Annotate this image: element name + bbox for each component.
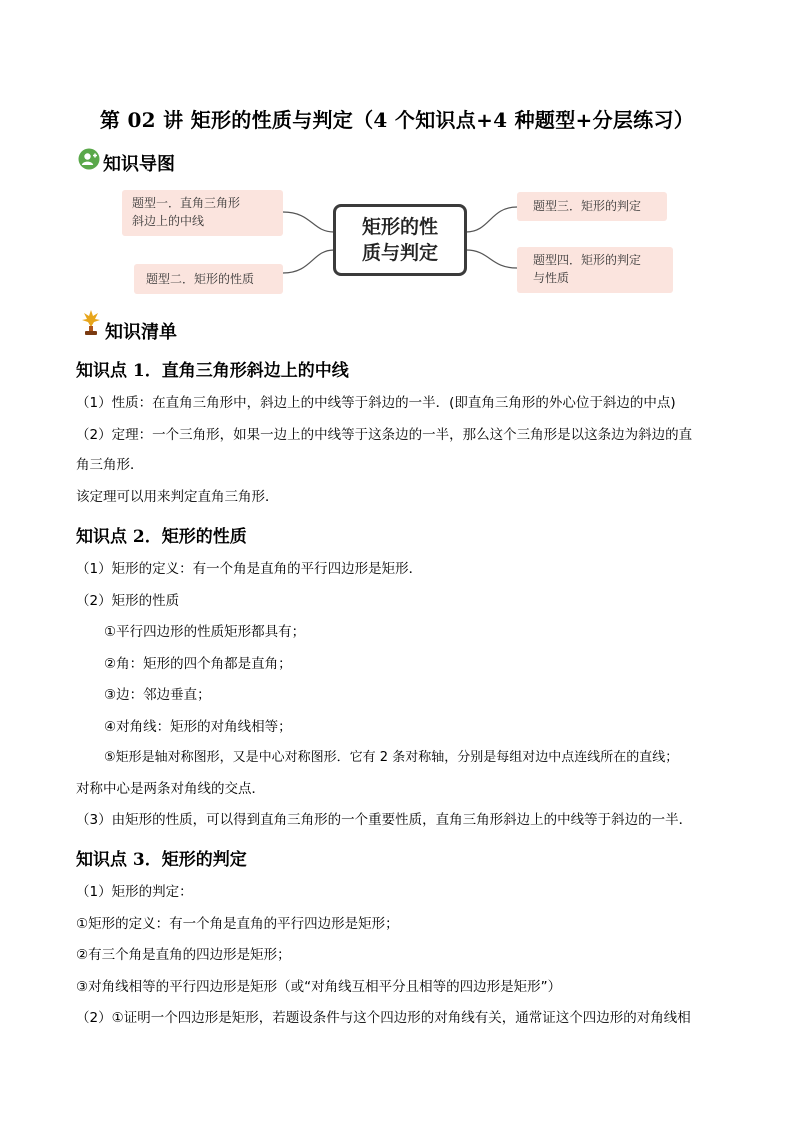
node-line: 题型三．矩形的判定: [533, 199, 642, 213]
kp2-line: ⑤矩形是轴对称图形，又是中心对称图形．它有 2 条对称轴，分别是每组对边中点连线所在的直线；: [104, 750, 679, 765]
kp2-line: ①平行四边形的性质矩形都具有；: [104, 624, 306, 640]
kp1-line: 该定理可以用来判定直角三角形．: [76, 489, 279, 505]
mind-map: [0, 0, 794, 300]
kp2-line: （1）矩形的定义：有一个角是直角的平行四边形是矩形．: [76, 561, 423, 577]
node-line: 与性质: [533, 271, 570, 285]
node-line: 题型一．直角三角形: [132, 196, 241, 210]
mindmap-center-node: [333, 204, 467, 276]
kp2-line: ②角：矩形的四个角都是直角；: [104, 656, 292, 672]
kp1-line: （2）定理：一个三角形，如果一边上的中线等于这条边的一半，那么这个三角形是以这条边为斜边的直: [76, 427, 693, 443]
kp1-line: 角三角形．: [76, 457, 144, 473]
mindmap-node-type-3: [517, 192, 667, 221]
kp2-line: ③边：邻边垂直；: [104, 687, 211, 703]
mindmap-section-heading: 知识导图: [103, 154, 175, 175]
kp2-heading: 知识点 2．矩形的性质: [76, 527, 247, 547]
mindmap-center-line-2: 质与判定: [361, 242, 438, 264]
kp1-heading: 知识点 1．直角三角形斜边上的中线: [76, 361, 349, 381]
kp3-line: ②有三个角是直角的四边形是矩形；: [76, 947, 291, 963]
kp2-line: （2）矩形的性质: [76, 593, 180, 609]
node-line: 题型二．矩形的性质: [146, 272, 255, 286]
mindmap-node-type-2: [134, 264, 283, 294]
mindmap-node-type-4: [517, 247, 673, 293]
kp2-line: 对称中心是两条对角线的交点．: [76, 781, 265, 797]
document-title: 第 02 讲 矩形的性质与判定（4 个知识点+4 种题型+分层练习）: [99, 108, 695, 132]
kp1-line: （1）性质：在直角三角形中，斜边上的中线等于斜边的一半．(即直角三角形的外心位于斜边的中点): [76, 395, 676, 411]
kp3-heading: 知识点 3．矩形的判定: [76, 850, 247, 870]
kp3-line: ①矩形的定义：有一个角是直角的平行四边形是矩形；: [76, 916, 399, 932]
trophy-icon: [80, 308, 102, 340]
mindmap-center-line-1: 矩形的性: [361, 216, 438, 238]
node-line: 斜边上的中线: [132, 214, 205, 228]
kp3-line: ③对角线相等的平行四边形是矩形（或“对角线互相平分且相等的四边形是矩形”）: [76, 979, 562, 995]
kp2-line: ④对角线：矩形的对角线相等；: [104, 719, 292, 735]
node-line: 题型四．矩形的判定: [533, 253, 642, 267]
mindmap-node-type-1: [122, 190, 283, 236]
kp3-line: （2）①证明一个四边形是矩形，若题设条件与这个四边形的对角线有关，通常证这个四边形的对角线相: [76, 1010, 691, 1026]
knowledge-section-heading: 知识清单: [105, 322, 177, 343]
kp3-line: （1）矩形的判定：: [76, 884, 193, 900]
kp2-line: （3）由矩形的性质，可以得到直角三角形的一个重要性质，直角三角形斜边上的中线等于斜边的一半．: [76, 812, 693, 828]
